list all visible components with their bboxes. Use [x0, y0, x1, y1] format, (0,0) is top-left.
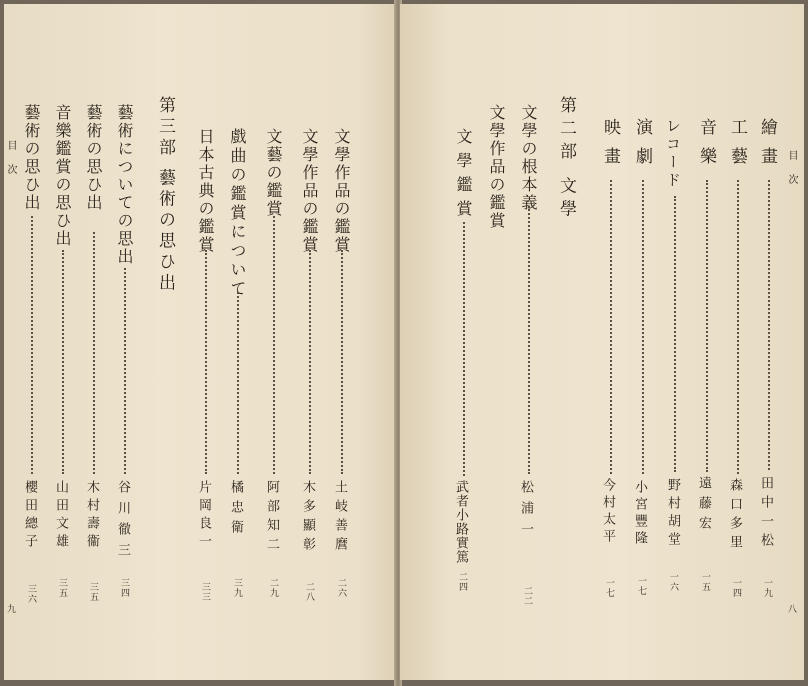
- leader-dots: [610, 180, 612, 474]
- entry-author: 今村太平: [600, 478, 615, 546]
- entry-page: 三六: [26, 584, 36, 604]
- leader-dots: [93, 232, 95, 474]
- entry-title: 演劇: [632, 118, 652, 176]
- leader-dots: [273, 216, 275, 474]
- entry-author: 片岡良一: [196, 480, 211, 552]
- leader-dots: [124, 268, 126, 474]
- entry-page: 二八: [304, 582, 314, 602]
- entry-author: 木村壽衞: [84, 480, 99, 552]
- entry-title: レコード: [664, 118, 682, 190]
- entry-title: 日本古典の鑑賞: [196, 128, 215, 254]
- leader-dots: [237, 292, 239, 474]
- entry-title: 音樂: [696, 118, 716, 176]
- entry-page: 一五: [700, 572, 710, 592]
- entry-author: 田中一松: [758, 476, 773, 552]
- leader-dots: [31, 216, 33, 474]
- entry-author: 土岐善麿: [332, 480, 347, 556]
- entry-page: 一九: [762, 578, 772, 598]
- entry-title: 文學作品の鑑賞: [487, 104, 506, 230]
- entry-title: 藝術についての思出: [115, 104, 134, 266]
- entry-page: 三五: [88, 582, 98, 602]
- entry-title: 藝術の思ひ出: [22, 104, 41, 212]
- entry-page: 一四: [731, 578, 741, 598]
- leader-dots: [528, 206, 530, 474]
- leader-dots: [463, 222, 465, 476]
- entry-author: 木多顯彰: [300, 480, 315, 556]
- entry-page: 一七: [604, 578, 614, 598]
- entry-title: 工藝: [727, 118, 747, 176]
- entry-title: 繪畫: [757, 118, 777, 176]
- leader-dots: [768, 180, 770, 470]
- leader-dots: [309, 250, 311, 474]
- part-heading: 第二部 文學: [556, 96, 576, 223]
- entry-author: 櫻田總子: [22, 480, 37, 552]
- entry-title: 文藝の鑑賞: [264, 128, 283, 218]
- entry-page: 二六: [336, 578, 346, 598]
- entry-page: 二二: [522, 586, 532, 606]
- entry-title: 映畫: [600, 118, 620, 176]
- entry-author: 橘忠衛: [228, 480, 243, 540]
- entry-title: 藝術の思ひ出: [84, 104, 103, 212]
- entry-page: 一六: [668, 572, 678, 592]
- entry-title: 文學鑑賞: [454, 128, 473, 224]
- leader-dots: [674, 196, 676, 472]
- folio-left: 九: [5, 604, 15, 614]
- entry-title: 音樂鑑賞の思ひ出: [53, 104, 72, 248]
- entry-page: 三三: [200, 582, 210, 602]
- entry-title: 文學の根本義: [519, 104, 538, 212]
- leader-dots: [706, 180, 708, 472]
- entry-page: 三四: [119, 578, 129, 598]
- entry-page: 二四: [457, 572, 467, 592]
- running-head-left: 目次: [5, 140, 16, 188]
- entry-author: 谷川徹三: [115, 480, 130, 564]
- entry-page: 一七: [636, 576, 646, 596]
- entry-page: 三五: [57, 578, 67, 598]
- part-heading: 第三部 藝術の思ひ出: [155, 96, 175, 295]
- entry-author: 武者小路實篤: [453, 480, 468, 564]
- entry-page: 三九: [232, 578, 242, 598]
- entry-title: 戲曲の鑑賞について: [228, 128, 247, 299]
- entry-author: 森口多里: [727, 478, 742, 554]
- entry-title: 文學作品の鑑賞: [332, 128, 351, 254]
- folio-right: 八: [786, 604, 796, 614]
- leader-dots: [341, 250, 343, 474]
- leader-dots: [205, 250, 207, 474]
- running-head-right: 目次: [786, 150, 797, 198]
- entry-author: 山田文雄: [53, 480, 68, 552]
- leader-dots: [62, 250, 64, 474]
- leader-dots: [737, 180, 739, 474]
- leader-dots: [642, 180, 644, 474]
- entry-author: 小宮豐隆: [632, 480, 647, 548]
- entry-title: 文學作品の鑑賞: [300, 128, 319, 254]
- entry-author: 松浦一: [518, 480, 533, 543]
- entry-author: 阿部知二: [264, 480, 279, 556]
- entry-author: 遠藤宏: [696, 476, 711, 536]
- entry-author: 野村胡堂: [665, 478, 680, 550]
- entry-page: 二九: [268, 578, 278, 598]
